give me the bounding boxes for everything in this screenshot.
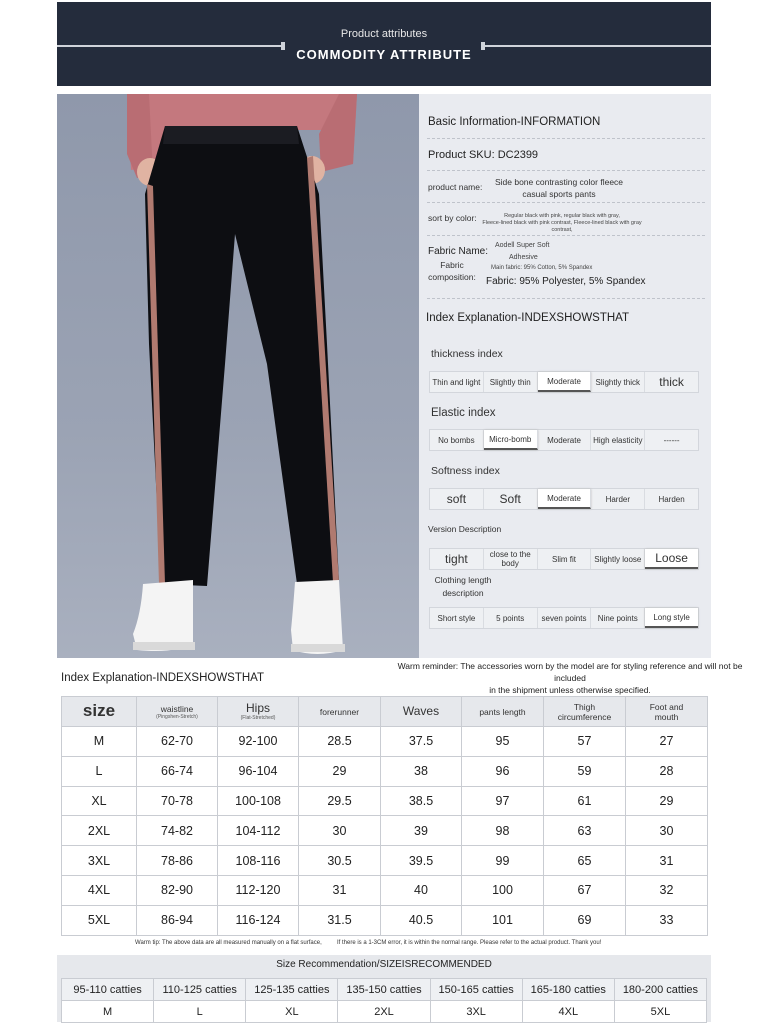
- softness-label: Softness index: [431, 465, 500, 477]
- weight-cell: 95-110 catties: [62, 979, 154, 1001]
- header-hips: [218, 697, 299, 727]
- measure-cell: 78-86: [137, 846, 218, 876]
- thickness-option: Moderate: [538, 372, 592, 392]
- measure-cell: 100-108: [218, 786, 299, 816]
- softness-option: Soft: [484, 489, 538, 509]
- recommendation-table: [61, 978, 707, 1023]
- header-foot-line-2: mouth: [654, 711, 679, 722]
- warm-reminder-line-1: Warm reminder: The accessories worn by the model are for styling reference and will not be included: [397, 661, 743, 683]
- measure-cell: 97: [462, 786, 544, 816]
- length-label-line-1: Clothing length: [434, 575, 492, 585]
- measure-cell: 96: [462, 756, 544, 786]
- measure-cell: 30: [299, 816, 381, 846]
- version-option: close to the body: [484, 549, 538, 569]
- header-pants-length: pants length: [462, 697, 544, 727]
- header-waistline-note: (Pingshen-Stretch): [156, 713, 198, 720]
- measure-cell: 66-74: [137, 756, 218, 786]
- version-scale: [429, 548, 699, 570]
- fabric-line: Fabric: 95% Polyester, 5% Spandex: [486, 276, 646, 287]
- version-option: Slim fit: [538, 549, 592, 569]
- thickness-option: Slightly thin: [484, 372, 538, 392]
- thickness-option: Thin and light: [430, 372, 484, 392]
- fabric-adhesive: Adhesive: [509, 254, 538, 261]
- header-title: COMMODITY ATTRIBUTE: [296, 47, 472, 62]
- measure-cell: 39: [381, 816, 462, 846]
- length-scale: [429, 607, 699, 629]
- header-subtitle: Product attributes: [340, 28, 428, 40]
- product-sku: Product SKU: DC2399: [428, 149, 539, 161]
- fabric-composition-label: [428, 259, 476, 283]
- warm-reminder-line-2: in the shipment unless otherwise specified.: [489, 685, 651, 695]
- measure-cell: 96-104: [218, 756, 299, 786]
- measure-cell: 86-94: [137, 905, 218, 935]
- product-photo: [57, 94, 419, 658]
- attribute-header: [57, 2, 711, 86]
- recommended-size-cell: L: [154, 1001, 246, 1023]
- header-size-text: size: [82, 700, 116, 720]
- measure-cell: 31.5: [299, 905, 381, 935]
- thickness-option: thick: [659, 374, 684, 389]
- recommendation-sizes-row: [62, 1001, 707, 1023]
- measure-cell: 40.5: [381, 905, 462, 935]
- elastic-scale: [429, 429, 699, 451]
- recommended-size-cell: M: [62, 1001, 154, 1023]
- warm-tip-1: Warm tip: The above data are all measured manually on a flat surface,: [135, 940, 322, 946]
- divider: [427, 138, 705, 139]
- measure-cell: 38.5: [381, 786, 462, 816]
- softness-scale: [429, 488, 699, 510]
- color-line-3: contrast,: [551, 227, 573, 233]
- product-name-line-1: Side bone contrasting color fleece: [494, 177, 624, 187]
- shoe-left: [133, 580, 193, 651]
- sort-color-value: [479, 213, 645, 234]
- length-label: [433, 574, 493, 600]
- attribute-panel: [419, 94, 711, 658]
- measure-cell: 82-90: [137, 875, 218, 905]
- measure-cell: 31: [299, 875, 381, 905]
- recommendation-weights-row: [62, 979, 707, 1001]
- weight-cell: 110-125 catties: [154, 979, 246, 1001]
- index-heading: Index Explanation-INDEXSHOWSTHAT: [426, 312, 630, 324]
- weight-cell: 180-200 catties: [614, 979, 706, 1001]
- size-cell: 2XL: [62, 816, 137, 846]
- header-thigh: [544, 697, 626, 727]
- version-option: Slightly loose: [591, 549, 645, 569]
- size-cell: XL: [62, 786, 137, 816]
- version-label: Version Description: [428, 524, 502, 534]
- product-name-value: [479, 176, 639, 200]
- size-table-body: [62, 727, 708, 936]
- length-option: Nine points: [591, 608, 645, 628]
- basic-info-heading: Basic Information-INFORMATION: [428, 116, 601, 128]
- measure-cell: 67: [544, 875, 626, 905]
- elastic-label: Elastic index: [431, 407, 496, 419]
- measure-cell: 57: [544, 727, 626, 757]
- weight-cell: 125-135 catties: [246, 979, 338, 1001]
- thickness-label: thickness index: [431, 348, 503, 360]
- measure-cell: 37.5: [381, 727, 462, 757]
- recommended-size-cell: 3XL: [430, 1001, 522, 1023]
- table-row: [62, 756, 708, 786]
- length-option: seven points: [538, 608, 592, 628]
- header-foot-line-1: Foot and: [649, 701, 684, 712]
- measure-cell: 61: [544, 786, 626, 816]
- size-cell: 3XL: [62, 846, 137, 876]
- color-line-1: Regular black with pink, regular black with gray,: [504, 213, 620, 219]
- sort-color-label: sort by color:: [428, 213, 477, 223]
- table-row: [62, 905, 708, 935]
- measure-cell: 29: [299, 756, 381, 786]
- measure-cell: 98: [462, 816, 544, 846]
- recommendation-title: Size Recommendation/SIZEISRECOMMENDED: [276, 959, 492, 970]
- softness-option: Harden: [658, 494, 685, 504]
- table-row: [62, 786, 708, 816]
- table-row: [62, 727, 708, 757]
- size-table-header: [62, 697, 708, 727]
- measure-cell: 33: [626, 905, 708, 935]
- measure-cell: 70-78: [137, 786, 218, 816]
- size-cell: 4XL: [62, 875, 137, 905]
- measure-cell: 40: [381, 875, 462, 905]
- header-thigh-line-2: circumference: [557, 711, 612, 722]
- measure-cell: 27: [626, 727, 708, 757]
- main-fabric: Main fabric: 95% Cotton, 5% Spandex: [491, 265, 593, 271]
- measure-cell: 104-112: [218, 816, 299, 846]
- warm-reminder: [392, 660, 748, 696]
- sole-right: [291, 644, 345, 652]
- length-option: 5 points: [484, 608, 538, 628]
- elastic-option: High elasticity: [591, 430, 645, 450]
- header-foot-mouth: [626, 697, 708, 727]
- thickness-scale: [429, 371, 699, 393]
- product-name-label: product name:: [428, 182, 483, 192]
- softness-option: soft: [430, 489, 484, 509]
- measure-cell: 59: [544, 756, 626, 786]
- version-option: tight: [430, 549, 484, 569]
- measure-cell: 28.5: [299, 727, 381, 757]
- measure-cell: 101: [462, 905, 544, 935]
- header-waistline-text: waistline: [160, 703, 194, 714]
- length-label-line-2: description: [442, 588, 484, 598]
- table-row: [62, 875, 708, 905]
- fabric-name-label: Fabric Name:: [428, 246, 489, 257]
- thickness-option: Slightly thick: [591, 372, 645, 392]
- softness-option: Harder: [591, 489, 645, 509]
- measure-cell: 112-120: [218, 875, 299, 905]
- measure-cell: 74-82: [137, 816, 218, 846]
- sole-left: [133, 642, 195, 650]
- pants-waistband: [163, 126, 299, 144]
- measure-cell: 95: [462, 727, 544, 757]
- size-cell: L: [62, 756, 137, 786]
- measure-cell: 30.5: [299, 846, 381, 876]
- recommended-size-cell: 2XL: [338, 1001, 430, 1023]
- measure-cell: 69: [544, 905, 626, 935]
- measure-cell: 100: [462, 875, 544, 905]
- weight-cell: 135-150 catties: [338, 979, 430, 1001]
- recommended-size-cell: 5XL: [614, 1001, 706, 1023]
- header-waistline: [137, 697, 218, 727]
- recommended-size-cell: XL: [246, 1001, 338, 1023]
- length-option: Short style: [430, 608, 484, 628]
- divider: [427, 298, 705, 299]
- color-line-2: Fleece-lined black with pink contrast, Fleece-lined black with gray: [482, 220, 642, 226]
- measure-cell: 32: [626, 875, 708, 905]
- divider: [427, 235, 705, 236]
- measure-cell: 63: [544, 816, 626, 846]
- softness-option: Moderate: [538, 489, 592, 509]
- measure-cell: 65: [544, 846, 626, 876]
- measure-cell: 62-70: [137, 727, 218, 757]
- table-row: [62, 846, 708, 876]
- fabric-comp-line-2: composition:: [428, 272, 476, 282]
- header-waves: [381, 697, 462, 727]
- measure-cell: 92-100: [218, 727, 299, 757]
- measure-cell: 31: [626, 846, 708, 876]
- version-option: Loose: [645, 549, 698, 569]
- fabric-comp-line-1: Fabric: [440, 260, 464, 270]
- header-hips-note: (Flat-Stretched): [240, 715, 276, 721]
- divider: [427, 170, 705, 171]
- measure-cell: 108-116: [218, 846, 299, 876]
- header-size: [62, 697, 137, 727]
- elastic-option: Moderate: [538, 430, 592, 450]
- size-cell: 5XL: [62, 905, 137, 935]
- size-table-title: Index Explanation-INDEXSHOWSTHAT: [61, 672, 265, 684]
- elastic-option: No bombs: [430, 430, 484, 450]
- product-name-line-2: casual sports pants: [522, 189, 596, 199]
- measure-cell: 30: [626, 816, 708, 846]
- header-thigh-line-1: Thigh: [573, 701, 596, 712]
- header-forerunner: forerunner: [299, 697, 381, 727]
- fabric-name-value: Aodell Super Soft: [495, 242, 550, 249]
- measure-cell: 99: [462, 846, 544, 876]
- header-waves-text: Waves: [402, 704, 440, 718]
- table-row: [62, 816, 708, 846]
- model-illustration: [57, 94, 419, 658]
- weight-cell: 165-180 catties: [522, 979, 614, 1001]
- shoe-right: [291, 580, 343, 654]
- weight-cell: 150-165 catties: [430, 979, 522, 1001]
- size-cell: M: [62, 727, 137, 757]
- warm-tip-2: If there is a 1-3CM error, it is within the normal range. Please refer to the actual product. Thank you!: [337, 940, 602, 946]
- measure-cell: 38: [381, 756, 462, 786]
- elastic-option: ------: [663, 435, 680, 445]
- measure-cell: 39.5: [381, 846, 462, 876]
- header-hips-text: Hips: [245, 701, 270, 715]
- length-option: Long style: [645, 608, 698, 628]
- measure-cell: 28: [626, 756, 708, 786]
- recommended-size-cell: 4XL: [522, 1001, 614, 1023]
- measure-cell: 116-124: [218, 905, 299, 935]
- measure-cell: 29: [626, 786, 708, 816]
- elastic-option: Micro-bomb: [484, 430, 538, 450]
- size-table: [61, 696, 708, 936]
- measure-cell: 29.5: [299, 786, 381, 816]
- divider: [427, 202, 705, 203]
